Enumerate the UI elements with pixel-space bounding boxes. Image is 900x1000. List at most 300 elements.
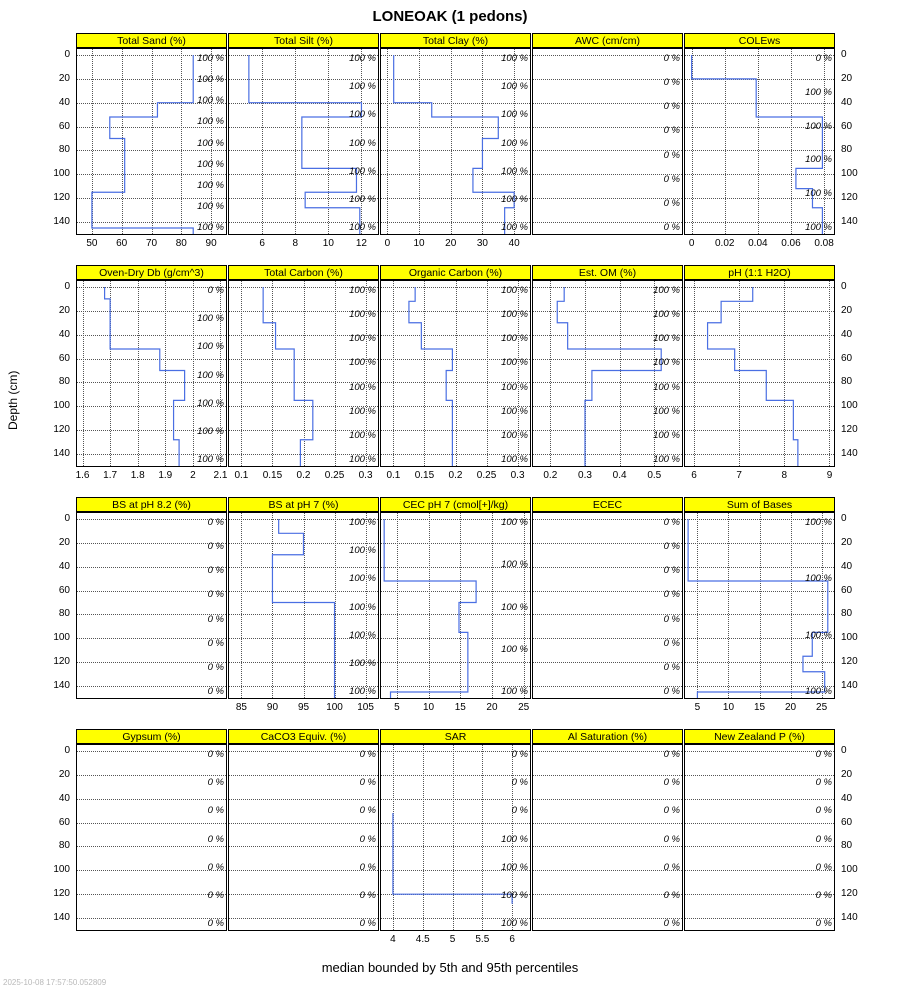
- x-tick-label: 0.25: [324, 470, 345, 481]
- percent-annotation: 0 %: [359, 805, 376, 817]
- percent-annotation: 100 %: [805, 686, 832, 697]
- y-tick-label: 40: [841, 792, 853, 804]
- gridline-horizontal: [77, 823, 226, 824]
- percent-annotation: 100 %: [349, 629, 376, 641]
- y-tick-label: 140: [841, 216, 858, 228]
- y-tick-label: 0: [841, 48, 847, 60]
- y-tick-label: 140: [53, 448, 70, 460]
- percent-annotation: 0 %: [663, 101, 680, 113]
- x-tick-label: 12: [355, 238, 367, 249]
- panel-strip-label: Total Clay (%): [380, 33, 531, 48]
- percent-annotation: 100 %: [349, 357, 376, 369]
- percent-annotation: 100 %: [349, 429, 376, 441]
- x-tick-label: 80: [175, 238, 187, 249]
- percent-annotation: 100 %: [501, 833, 528, 845]
- x-tick-label: 7: [736, 470, 742, 481]
- y-tick-label: 40: [58, 792, 70, 804]
- percent-annotation: 0 %: [663, 805, 680, 817]
- percent-annotation: 0 %: [359, 777, 376, 789]
- percent-annotation: 0 %: [663, 637, 680, 649]
- timestamp: 2025-10-08 17:57:50.052809: [3, 978, 107, 987]
- panel-strip-label: CEC pH 7 (cmol[+]/kg): [380, 497, 531, 512]
- percent-annotation: 100 %: [653, 381, 680, 393]
- gridline-horizontal: [533, 823, 682, 824]
- percent-annotation: 0 %: [359, 833, 376, 845]
- percent-annotation: 0 %: [511, 805, 528, 817]
- y-tick-label: 60: [841, 352, 853, 364]
- x-tick-label: 8: [292, 238, 298, 249]
- percent-annotation: 100 %: [501, 429, 528, 441]
- percent-annotation: 100 %: [197, 137, 224, 149]
- percent-annotation: 100 %: [349, 657, 376, 669]
- y-tick-label: 40: [841, 328, 853, 340]
- percent-annotation: 100 %: [349, 165, 376, 177]
- percent-annotation: 0 %: [663, 565, 680, 577]
- percent-annotation: 0 %: [663, 77, 680, 89]
- x-tick-label: 6: [691, 470, 697, 481]
- percent-annotation: 100 %: [653, 285, 680, 296]
- y-tick-label: 60: [841, 584, 853, 596]
- percent-annotation: 100 %: [653, 333, 680, 345]
- percent-annotation: 100 %: [501, 889, 528, 901]
- percent-annotation: 100 %: [197, 74, 224, 86]
- percent-annotation: 100 %: [349, 285, 376, 296]
- series-line: [685, 49, 834, 234]
- x-tick-label: 2.1: [213, 470, 228, 481]
- x-tick-label: 4.5: [415, 934, 430, 945]
- percent-annotation: 100 %: [653, 429, 680, 441]
- percent-annotation: 0 %: [207, 661, 224, 673]
- x-tick-label: 20: [784, 702, 797, 713]
- percent-annotation: 100 %: [197, 313, 224, 325]
- x-tick-label: 6: [259, 238, 265, 249]
- y-tick-label: 0: [64, 48, 70, 60]
- percent-annotation: 0 %: [207, 589, 224, 601]
- panel-strip-label: SAR: [380, 729, 531, 744]
- x-tick-label: 0.1: [386, 470, 401, 481]
- x-tick-label: 0.2: [448, 470, 463, 481]
- x-tick-label: 5.5: [475, 934, 490, 945]
- x-tick-label: 25: [518, 702, 530, 713]
- percent-annotation: 100 %: [501, 285, 528, 296]
- percent-annotation: 100 %: [805, 120, 832, 132]
- percent-annotation: 0 %: [663, 541, 680, 553]
- x-tick-label: 105: [357, 702, 374, 713]
- y-tick-label: 60: [58, 584, 70, 596]
- y-tick-label: 80: [58, 608, 70, 620]
- percent-annotation: 0 %: [207, 889, 224, 901]
- percent-annotation: 0 %: [207, 777, 224, 789]
- x-tick-label: 4: [390, 934, 396, 945]
- panel-strip-label: Gypsum (%): [76, 729, 227, 744]
- y-tick-label: 60: [841, 816, 853, 828]
- percent-annotation: 100 %: [349, 545, 376, 557]
- percent-annotation: 100 %: [501, 405, 528, 417]
- percent-annotation: 100 %: [501, 918, 528, 929]
- x-tick-label: 2: [190, 470, 196, 481]
- x-tick-label: 0.15: [262, 470, 283, 481]
- x-tick-label: 0.1: [234, 470, 249, 481]
- percent-annotation: 100 %: [501, 686, 528, 697]
- percent-annotation: 0 %: [815, 833, 832, 845]
- gridline-horizontal: [533, 799, 682, 800]
- y-tick-label: 40: [58, 328, 70, 340]
- percent-annotation: 100 %: [349, 53, 376, 64]
- percent-annotation: 100 %: [501, 861, 528, 873]
- x-tick-label: 10: [422, 702, 435, 713]
- percent-annotation: 100 %: [501, 454, 528, 465]
- panel-strip-label: Total Silt (%): [228, 33, 379, 48]
- y-tick-label: 20: [841, 72, 853, 84]
- percent-annotation: 0 %: [511, 749, 528, 760]
- gridline-horizontal: [685, 799, 834, 800]
- plot-area: [684, 280, 835, 467]
- y-tick-label: 20: [841, 768, 853, 780]
- x-tick-label: 0.06: [781, 238, 801, 249]
- x-tick-label: 0.3: [578, 470, 592, 481]
- percent-annotation: 100 %: [501, 559, 528, 571]
- percent-annotation: 100 %: [501, 165, 528, 177]
- x-tick-label: 0.15: [414, 470, 435, 481]
- percent-annotation: 0 %: [663, 661, 680, 673]
- x-tick-label: 100: [326, 702, 343, 713]
- percent-annotation: 100 %: [805, 154, 832, 166]
- percent-annotation: 100 %: [197, 454, 224, 465]
- percent-annotation: 100 %: [197, 222, 224, 233]
- y-tick-label: 100: [53, 864, 70, 876]
- x-tick-label: 0.02: [714, 238, 735, 249]
- x-tick-label: 20: [445, 238, 457, 249]
- y-tick-label: 100: [841, 168, 858, 180]
- y-tick-label: 140: [53, 912, 70, 924]
- panel-strip-label: Sum of Bases: [684, 497, 835, 512]
- percent-annotation: 0 %: [207, 861, 224, 873]
- x-tick-label: 8: [781, 470, 788, 481]
- percent-annotation: 100 %: [349, 405, 376, 417]
- percent-annotation: 100 %: [501, 333, 528, 345]
- y-tick-label: 80: [58, 144, 70, 156]
- gridline-horizontal: [229, 775, 378, 776]
- x-tick-label: 0.4: [612, 470, 627, 481]
- y-tick-label: 60: [841, 120, 853, 132]
- x-tick-label: 0: [688, 238, 695, 249]
- y-tick-label: 20: [58, 536, 70, 548]
- x-tick-label: 25: [816, 702, 828, 713]
- percent-annotation: 0 %: [663, 889, 680, 901]
- gridline-horizontal: [533, 775, 682, 776]
- percent-annotation: 0 %: [663, 613, 680, 625]
- percent-annotation: 0 %: [359, 861, 376, 873]
- percent-annotation: 0 %: [207, 565, 224, 577]
- percent-annotation: 100 %: [349, 517, 376, 528]
- y-tick-label: 120: [841, 656, 858, 668]
- percent-annotation: 0 %: [663, 861, 680, 873]
- plot-area: [684, 48, 835, 235]
- x-tick-label: 40: [508, 238, 520, 249]
- panel-strip-label: CaCO3 Equiv. (%): [228, 729, 379, 744]
- percent-annotation: 0 %: [815, 805, 832, 817]
- x-tick-label: 10: [322, 238, 334, 249]
- percent-annotation: 0 %: [663, 833, 680, 845]
- y-tick-label: 120: [841, 424, 858, 436]
- percent-annotation: 100 %: [197, 397, 224, 409]
- percent-annotation: 0 %: [359, 889, 376, 901]
- percent-annotation: 0 %: [207, 285, 224, 296]
- y-tick-label: 0: [841, 280, 847, 292]
- y-tick-label: 20: [841, 536, 853, 548]
- percent-annotation: 0 %: [815, 53, 832, 64]
- percent-annotation: 100 %: [501, 643, 528, 655]
- panel-strip-label: Total Sand (%): [76, 33, 227, 48]
- y-tick-label: 0: [841, 512, 847, 524]
- y-tick-label: 20: [58, 72, 70, 84]
- panel-strip-label: COLEws: [684, 33, 835, 48]
- percent-annotation: 0 %: [207, 805, 224, 817]
- percent-annotation: 0 %: [663, 197, 680, 209]
- x-tick-label: 0.08: [814, 238, 834, 249]
- percent-annotation: 100 %: [349, 381, 376, 393]
- x-tick-label: 10: [722, 702, 735, 713]
- percent-annotation: 100 %: [349, 333, 376, 345]
- gridline-horizontal: [77, 799, 226, 800]
- panel-strip-label: pH (1:1 H2O): [684, 265, 835, 280]
- percent-annotation: 100 %: [653, 405, 680, 417]
- x-tick-label: 15: [454, 702, 466, 713]
- percent-annotation: 100 %: [805, 222, 832, 233]
- x-tick-label: 85: [235, 702, 247, 713]
- x-tick-label: 9: [826, 470, 833, 481]
- percent-annotation: 0 %: [663, 53, 680, 64]
- percent-annotation: 100 %: [197, 425, 224, 437]
- percent-annotation: 0 %: [207, 918, 224, 929]
- gridline-horizontal: [229, 799, 378, 800]
- percent-annotation: 0 %: [815, 889, 832, 901]
- percent-annotation: 0 %: [207, 517, 224, 528]
- percent-annotation: 100 %: [349, 686, 376, 697]
- y-tick-label: 100: [53, 400, 70, 412]
- panel-strip-label: Total Carbon (%): [228, 265, 379, 280]
- y-tick-label: 0: [64, 280, 70, 292]
- percent-annotation: 100 %: [349, 109, 376, 121]
- gridline-horizontal: [229, 846, 378, 847]
- percent-annotation: 0 %: [815, 749, 832, 760]
- percent-annotation: 100 %: [349, 573, 376, 585]
- percent-annotation: 0 %: [663, 173, 680, 185]
- y-tick-label: 40: [58, 96, 70, 108]
- percent-annotation: 100 %: [349, 222, 376, 233]
- y-tick-label: 60: [58, 120, 70, 132]
- x-tick-label: 20: [486, 702, 498, 713]
- y-tick-label: 140: [841, 912, 858, 924]
- x-tick-label: 5: [694, 702, 701, 713]
- panel-strip-label: BS at pH 7 (%): [228, 497, 379, 512]
- x-tick-label: 5: [449, 934, 456, 945]
- y-axis-label: Depth (cm): [6, 370, 20, 430]
- percent-annotation: 100 %: [501, 357, 528, 369]
- y-tick-label: 40: [841, 96, 853, 108]
- y-tick-label: 20: [58, 304, 70, 316]
- panel-strip-label: AWC (cm/cm): [532, 33, 683, 48]
- gridline-horizontal: [685, 823, 834, 824]
- x-tick-label: 1.7: [103, 470, 118, 481]
- x-tick-label: 30: [476, 238, 488, 249]
- gridline-horizontal: [533, 846, 682, 847]
- percent-annotation: 100 %: [653, 357, 680, 369]
- percent-annotation: 100 %: [349, 193, 376, 205]
- percent-annotation: 0 %: [663, 918, 680, 929]
- percent-annotation: 100 %: [501, 601, 528, 613]
- percent-annotation: 0 %: [207, 541, 224, 553]
- percent-annotation: 0 %: [663, 125, 680, 137]
- y-tick-label: 20: [841, 304, 853, 316]
- panel-strip-label: ECEC: [532, 497, 683, 512]
- x-tick-label: 90: [266, 702, 279, 713]
- y-tick-label: 0: [64, 744, 70, 756]
- series-line: [685, 513, 834, 698]
- panel-strip-label: Organic Carbon (%): [380, 265, 531, 280]
- y-tick-label: 80: [58, 840, 70, 852]
- x-tick-label: 1.6: [75, 470, 90, 481]
- percent-annotation: 100 %: [805, 188, 832, 200]
- percent-annotation: 100 %: [805, 517, 832, 528]
- x-tick-label: 0.3: [358, 470, 373, 481]
- x-tick-label: 0.3: [510, 470, 525, 481]
- y-tick-label: 80: [841, 144, 853, 156]
- percent-annotation: 100 %: [197, 95, 224, 107]
- y-tick-label: 100: [841, 400, 858, 412]
- panel-strip-label: New Zealand P (%): [684, 729, 835, 744]
- percent-annotation: 100 %: [501, 53, 528, 64]
- y-tick-label: 80: [58, 376, 70, 388]
- panel-strip-label: Est. OM (%): [532, 265, 683, 280]
- x-tick-label: 0: [384, 238, 391, 249]
- percent-annotation: 0 %: [663, 686, 680, 697]
- percent-annotation: 100 %: [349, 454, 376, 465]
- panel-strip-label: BS at pH 8.2 (%): [76, 497, 227, 512]
- percent-annotation: 100 %: [501, 137, 528, 149]
- x-tick-label: 1.8: [130, 470, 145, 481]
- y-tick-label: 140: [53, 216, 70, 228]
- percent-annotation: 0 %: [207, 833, 224, 845]
- x-tick-label: 1.9: [158, 470, 173, 481]
- gridline-horizontal: [685, 775, 834, 776]
- percent-annotation: 0 %: [511, 777, 528, 789]
- series-line: [685, 281, 834, 466]
- x-tick-label: 6: [509, 934, 515, 945]
- percent-annotation: 100 %: [197, 179, 224, 191]
- percent-annotation: 100 %: [197, 158, 224, 170]
- y-tick-label: 120: [53, 656, 70, 668]
- percent-annotation: 100 %: [349, 137, 376, 149]
- y-tick-label: 80: [841, 608, 853, 620]
- y-tick-label: 60: [58, 352, 70, 364]
- percent-annotation: 100 %: [501, 381, 528, 393]
- percent-annotation: 100 %: [501, 222, 528, 233]
- y-tick-label: 120: [53, 424, 70, 436]
- percent-annotation: 0 %: [815, 861, 832, 873]
- x-tick-label: 10: [413, 238, 425, 249]
- percent-annotation: 0 %: [663, 589, 680, 601]
- percent-annotation: 100 %: [349, 81, 376, 93]
- percent-annotation: 100 %: [653, 309, 680, 321]
- y-tick-label: 60: [58, 816, 70, 828]
- gridline-horizontal: [77, 846, 226, 847]
- gridline-horizontal: [685, 846, 834, 847]
- y-tick-label: 100: [53, 168, 70, 180]
- y-tick-label: 120: [841, 192, 858, 204]
- percent-annotation: 0 %: [663, 149, 680, 161]
- percent-annotation: 0 %: [663, 222, 680, 233]
- y-tick-label: 20: [58, 768, 70, 780]
- gridline-horizontal: [77, 775, 226, 776]
- x-tick-label: 15: [753, 702, 766, 713]
- percent-annotation: 100 %: [805, 629, 832, 641]
- percent-annotation: 100 %: [501, 193, 528, 205]
- percent-annotation: 100 %: [805, 573, 832, 585]
- percent-annotation: 0 %: [207, 749, 224, 760]
- plot-area: [684, 512, 835, 699]
- percent-annotation: 0 %: [359, 749, 376, 760]
- x-tick-label: 95: [297, 702, 310, 713]
- chart-footer-caption: median bounded by 5th and 95th percentiles: [321, 960, 579, 975]
- x-tick-label: 0.5: [647, 470, 662, 481]
- y-tick-label: 0: [64, 512, 70, 524]
- percent-annotation: 0 %: [815, 918, 832, 929]
- percent-annotation: 100 %: [501, 109, 528, 121]
- y-tick-label: 120: [841, 888, 858, 900]
- percent-annotation: 100 %: [197, 116, 224, 128]
- y-tick-label: 100: [53, 632, 70, 644]
- y-tick-label: 40: [58, 560, 70, 572]
- percent-annotation: 0 %: [207, 637, 224, 649]
- percent-annotation: 0 %: [815, 777, 832, 789]
- y-tick-label: 80: [841, 376, 853, 388]
- y-tick-label: 120: [53, 192, 70, 204]
- percent-annotation: 100 %: [501, 309, 528, 321]
- x-tick-label: 60: [116, 238, 128, 249]
- y-tick-label: 140: [841, 448, 858, 460]
- x-tick-label: 90: [205, 238, 217, 249]
- percent-annotation: 100 %: [653, 454, 680, 465]
- percent-annotation: 0 %: [359, 918, 376, 929]
- panel-strip-label: Al Saturation (%): [532, 729, 683, 744]
- x-tick-label: 70: [145, 238, 158, 249]
- percent-annotation: 100 %: [197, 53, 224, 64]
- percent-annotation: 100 %: [501, 517, 528, 528]
- percent-annotation: 0 %: [207, 686, 224, 697]
- gridline-horizontal: [229, 823, 378, 824]
- x-tick-label: 5: [394, 702, 400, 713]
- y-tick-label: 140: [841, 680, 858, 692]
- percent-annotation: 100 %: [349, 601, 376, 613]
- percent-annotation: 0 %: [207, 613, 224, 625]
- x-tick-label: 0.2: [296, 470, 311, 481]
- y-tick-label: 40: [841, 560, 853, 572]
- percent-annotation: 0 %: [663, 777, 680, 789]
- percent-annotation: 100 %: [349, 309, 376, 321]
- x-tick-label: 50: [86, 238, 98, 249]
- x-tick-label: 0.2: [543, 470, 558, 481]
- percent-annotation: 0 %: [663, 517, 680, 528]
- x-tick-label: 0.25: [476, 470, 497, 481]
- y-tick-label: 120: [53, 888, 70, 900]
- percent-annotation: 100 %: [197, 341, 224, 353]
- percent-annotation: 100 %: [501, 81, 528, 93]
- y-tick-label: 140: [53, 680, 70, 692]
- y-tick-label: 0: [841, 744, 847, 756]
- percent-annotation: 100 %: [805, 86, 832, 98]
- x-tick-label: 0.04: [748, 238, 768, 249]
